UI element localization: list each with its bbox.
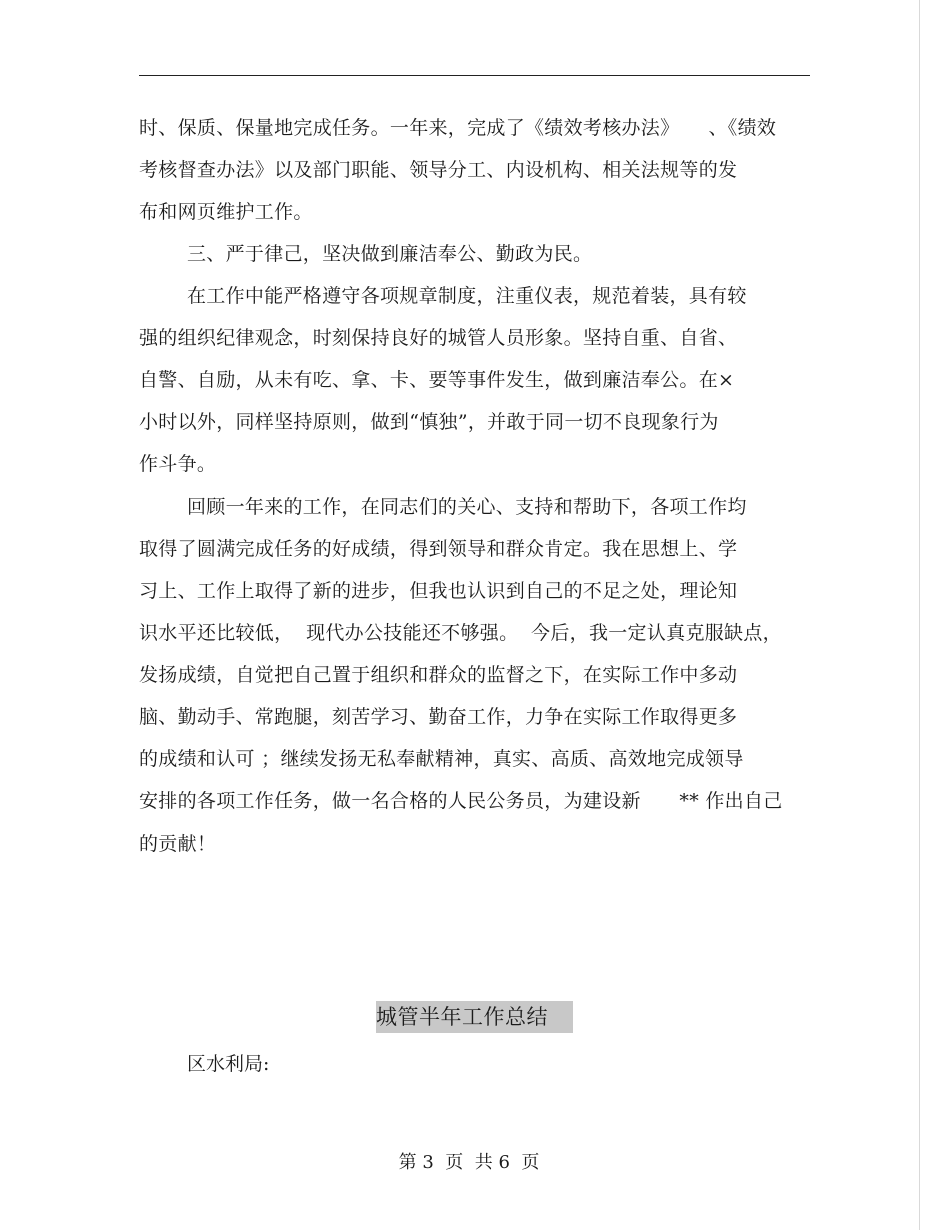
paragraph-line: 习上、工作上取得了新的进步，但我也认识到自己的不足之处，理论知 [139,580,738,602]
paragraph-line: 取得了圆满完成任务的好成绩，得到领导和群众肯定。我在思想上、学 [139,538,738,560]
paragraph-line: 在工作中能严格遵守各项规章制度，注重仪表，规范着装，具有较 [187,285,747,307]
paragraph-line: 回顾一年来的工作，在同志们的关心、支持和帮助下，各项工作均 [187,496,747,518]
header-rule [139,75,810,76]
paragraph-line: 强的组织纪律观念，时刻保持良好的城管人员形象。坚持自重、自省、 [139,327,738,349]
paragraph-line: 安排的各项工作任务，做一名合格的人民公务员，为建设新 ** 作出自己 [139,790,783,812]
page-number-footer: 第 3 页 共 6 页 [398,1152,540,1173]
document-title: 城管半年工作总结 [376,1005,548,1029]
paragraph-line: 发扬成绩，自觉把自己置于组织和群众的监督之下，在实际工作中多动 [139,664,738,686]
paragraph-line: 小时以外，同样坚持原则，做到“慎独”，并敢于同一切不良现象行为 [139,411,719,433]
document-title-highlight [376,1001,573,1033]
paragraph-line: 作斗争。 [139,453,217,475]
paragraph-line: 自警、自励，从未有吃、拿、卡、要等事件发生，做到廉洁奉公。在× [139,369,735,391]
addressee: 区水利局: [187,1053,270,1075]
paragraph-line: 布和网页维护工作。 [139,201,313,223]
paragraph-line: 脑、勤动手、常跑腿，刻苦学习、勤奋工作，力争在实际工作取得更多 [139,706,738,728]
paragraph-line: 考核督查办法》以及部门职能、领导分工、内设机构、相关法规等的发 [139,159,738,181]
paragraph-line: 识水平还比较低， 现代办公技能还不够强。 今后，我一定认真克服缺点， [139,622,782,644]
paragraph-line: 的贡献！ [139,833,217,855]
section-heading: 三、严于律己，坚决做到廉洁奉公、勤政为民。 [187,243,593,265]
paragraph-line: 时、保质、保量地完成任务。一年来，完成了《绩效考核办法》 、《绩效 [139,117,777,139]
page-edge [919,0,920,1230]
paragraph-line: 的成绩和认可 ；继续发扬无私奉献精神，真实、高质、高效地完成领导 [139,748,744,770]
